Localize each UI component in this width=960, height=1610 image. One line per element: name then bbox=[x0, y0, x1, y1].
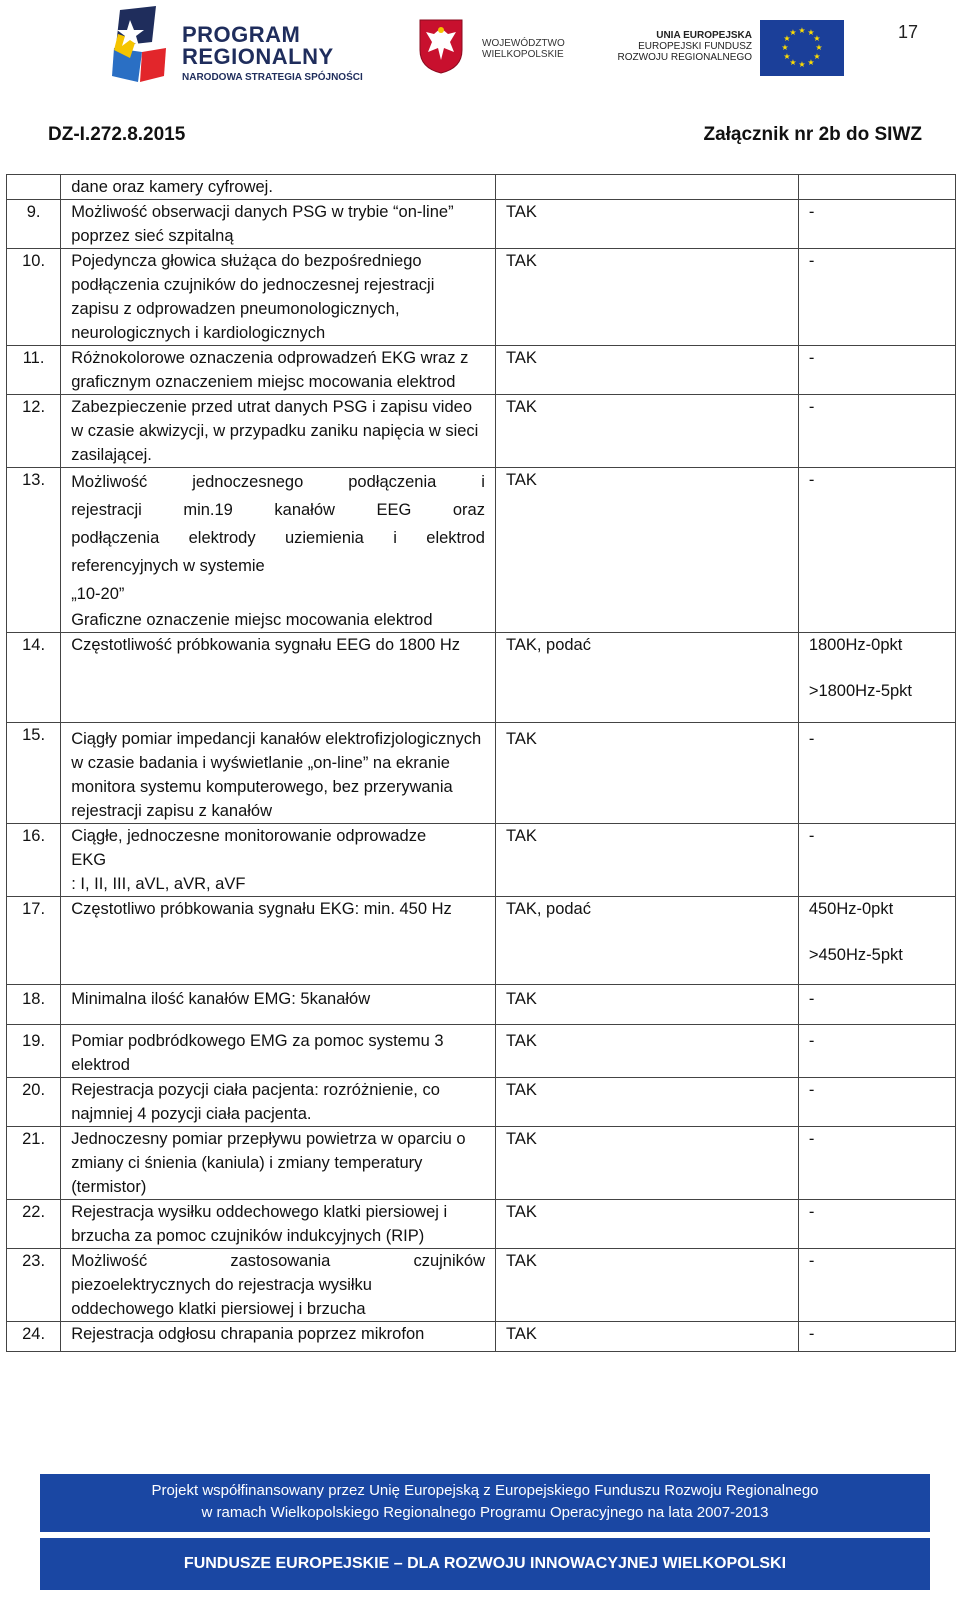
svg-text:★: ★ bbox=[813, 52, 821, 61]
table-row bbox=[7, 633, 956, 723]
svg-text:★: ★ bbox=[807, 58, 815, 67]
table-row bbox=[7, 175, 956, 200]
table-row bbox=[7, 468, 956, 633]
row-points bbox=[798, 633, 955, 723]
desc-line: referencyjnych w systemie bbox=[71, 557, 265, 575]
table-row bbox=[7, 200, 956, 249]
row-answer: TAK bbox=[495, 824, 798, 897]
row-number: 22. bbox=[7, 1200, 61, 1249]
desc-line: piezoelektrycznych do rejestracja wysiłku bbox=[71, 1276, 372, 1294]
svg-text:★: ★ bbox=[781, 43, 789, 52]
row-answer: TAK bbox=[495, 1078, 798, 1127]
desc-line: rejestracji min.19 kanałów EEG oraz bbox=[71, 501, 485, 519]
row-description: Pomiar podbródkowego EMG za pomoc systemu 3 elektrod bbox=[61, 1025, 496, 1078]
footer-banner: FUNDUSZE EUROPEJSKIE – DLA ROZWOJU INNOWACYJNEJ WIELKOPOLSKI bbox=[40, 1538, 930, 1590]
attachment-label: Załącznik nr 2b do SIWZ bbox=[703, 124, 922, 145]
row-description: Minimalna ilość kanałów EMG: 5kanałów bbox=[61, 985, 496, 1025]
row-number: 17. bbox=[7, 897, 61, 985]
row-answer: TAK bbox=[495, 1249, 798, 1322]
table-row bbox=[7, 1078, 956, 1127]
row-answer: TAK bbox=[495, 1025, 798, 1078]
row-points: - bbox=[798, 824, 955, 897]
row-answer: TAK bbox=[495, 1127, 798, 1200]
row-number bbox=[7, 175, 61, 200]
points-line: >450Hz-5pkt bbox=[808, 946, 903, 964]
table-row bbox=[7, 897, 956, 985]
row-answer: TAK bbox=[495, 200, 798, 249]
region-logo-line2: WIELKOPOLSKIE bbox=[482, 49, 564, 60]
row-answer: TAK, podać bbox=[495, 633, 798, 723]
desc-line: Graficzne oznaczenie miejsc mocowania elektrod bbox=[71, 611, 433, 629]
desc-line: oddechowego klatki piersiowej i brzucha bbox=[71, 1300, 366, 1318]
row-description: Ciągły pomiar impedancji kanałów elektrofizjologicznych w czasie badania i wyświetlanie „on-line” na ekranie monitora systemu komputerowego, bez przerywania rejestracji zapisu z kanałów bbox=[61, 723, 496, 824]
row-description: Różnokolorowe oznaczenia odprowadzeń EKG wraz z graficznym oznaczeniem miejsc mocowania elektrod bbox=[61, 346, 496, 395]
points-line: >1800Hz-5pkt bbox=[808, 682, 913, 700]
eu-logo-line1: UNIA EUROPEJSKA bbox=[656, 30, 752, 41]
row-answer: TAK bbox=[495, 723, 798, 824]
row-points: - bbox=[798, 249, 955, 346]
svg-text:★: ★ bbox=[783, 52, 791, 61]
specification-table bbox=[6, 174, 956, 1352]
row-answer: TAK bbox=[495, 1200, 798, 1249]
desc-line: podłączenia elektrody uziemienia i elektrod bbox=[71, 529, 485, 547]
desc-line: : I, II, III, aVL, aVR, aVF bbox=[71, 875, 246, 893]
row-description: Częstotliwo próbkowania sygnału EKG: min. 450 Hz bbox=[61, 897, 496, 985]
footer-line2: w ramach Wielkopolskiego Regionalnego Programu Operacyjnego na lata 2007-2013 bbox=[201, 1504, 769, 1521]
row-answer: TAK bbox=[495, 249, 798, 346]
table-row bbox=[7, 249, 956, 346]
page-number: 17 bbox=[898, 22, 919, 42]
region-logo-line1: WOJEWÓDZTWO bbox=[482, 38, 565, 49]
table-row bbox=[7, 346, 956, 395]
row-number: 24. bbox=[7, 1322, 61, 1352]
points-line: 450Hz-0pkt bbox=[808, 900, 894, 918]
row-answer: TAK bbox=[495, 346, 798, 395]
svg-text:★: ★ bbox=[789, 58, 797, 67]
row-points: - bbox=[798, 200, 955, 249]
row-points: - bbox=[798, 723, 955, 824]
row-number: 10. bbox=[7, 249, 61, 346]
row-number: 15. bbox=[7, 723, 61, 824]
row-number: 21. bbox=[7, 1127, 61, 1200]
footer-cofinancing-note bbox=[40, 1474, 930, 1532]
row-number: 12. bbox=[7, 395, 61, 468]
desc-line: EKG bbox=[71, 851, 107, 869]
svg-text:★: ★ bbox=[813, 34, 821, 43]
row-description: Rejestracja pozycji ciała pacjenta: rozróżnienie, co najmniej 4 pozycji ciała pacjenta. bbox=[61, 1078, 496, 1127]
row-answer bbox=[495, 175, 798, 200]
row-answer: TAK bbox=[495, 395, 798, 468]
row-points: - bbox=[798, 1025, 955, 1078]
program-logo-line1: PROGRAM bbox=[182, 22, 301, 47]
table-row bbox=[7, 985, 956, 1025]
document-reference: DZ-I.272.8.2015 bbox=[48, 124, 186, 145]
row-answer: TAK bbox=[495, 985, 798, 1025]
row-answer: TAK bbox=[495, 468, 798, 633]
table-row bbox=[7, 1200, 956, 1249]
region-logo-text bbox=[482, 38, 565, 60]
svg-text:★: ★ bbox=[783, 34, 791, 43]
desc-line: „10-20” bbox=[71, 585, 125, 603]
table-row bbox=[7, 723, 956, 824]
desc-line: Możliwość zastosowania czujników bbox=[71, 1252, 485, 1270]
row-points bbox=[798, 897, 955, 985]
row-points: - bbox=[798, 1322, 955, 1352]
row-points: - bbox=[798, 1078, 955, 1127]
row-points: - bbox=[798, 985, 955, 1025]
table-row bbox=[7, 1025, 956, 1078]
footer-line1: Projekt współfinansowany przez Unię Europejską z Europejskiego Funduszu Rozwoju Regionalnego bbox=[151, 1482, 819, 1499]
row-number: 20. bbox=[7, 1078, 61, 1127]
svg-text:★: ★ bbox=[807, 28, 815, 37]
desc-line: Ciągłe, jednoczesne monitorowanie odprowadze bbox=[71, 827, 427, 845]
row-number: 9. bbox=[7, 200, 61, 249]
row-description: Pojedyncza głowica służąca do bezpośredniego podłączenia czujników do jednoczesnej rejestracji zapisu z odprowadzen pneumonologicznych, neurologicznych i kardiologicznych bbox=[61, 249, 496, 346]
row-description: Rejestracja odgłosu chrapania poprzez mikrofon bbox=[61, 1322, 496, 1352]
row-answer: TAK bbox=[495, 1322, 798, 1352]
row-answer: TAK, podać bbox=[495, 897, 798, 985]
desc-line: Możliwość jednoczesnego podłączenia i bbox=[71, 473, 485, 491]
row-number: 23. bbox=[7, 1249, 61, 1322]
row-points: - bbox=[798, 395, 955, 468]
program-logo-line3: NARODOWA STRATEGIA SPÓJNOŚCI bbox=[182, 72, 363, 83]
row-number: 11. bbox=[7, 346, 61, 395]
table-row bbox=[7, 1322, 956, 1352]
row-points bbox=[798, 175, 955, 200]
table-row bbox=[7, 824, 956, 897]
row-description: Rejestracja wysiłku oddechowego klatki piersiowej i brzucha za pomoc czujników indukcyjnych (RIP) bbox=[61, 1200, 496, 1249]
eu-logo-text bbox=[600, 30, 752, 63]
svg-text:★: ★ bbox=[798, 60, 806, 69]
row-description bbox=[61, 468, 496, 633]
svg-text:★: ★ bbox=[798, 26, 806, 35]
row-number: 13. bbox=[7, 468, 61, 633]
row-points: - bbox=[798, 1127, 955, 1200]
row-points: - bbox=[798, 346, 955, 395]
row-description: Jednoczesny pomiar przepływu powietrza w oparciu o zmiany ci śnienia (kaniula) i zmiany temperatury (termistor) bbox=[61, 1127, 496, 1200]
points-line: 1800Hz-0pkt bbox=[808, 636, 903, 654]
svg-text:★: ★ bbox=[789, 28, 797, 37]
row-description bbox=[61, 824, 496, 897]
row-points: - bbox=[798, 1249, 955, 1322]
table-row bbox=[7, 1127, 956, 1200]
wielkopolska-coat-of-arms-icon bbox=[418, 18, 464, 74]
program-logo-line2: REGIONALNY bbox=[182, 44, 334, 69]
row-description bbox=[61, 1249, 496, 1322]
eu-flag-icon bbox=[760, 20, 844, 76]
row-number: 16. bbox=[7, 824, 61, 897]
row-description: Możliwość obserwacji danych PSG w trybie “on-line” poprzez sieć szpitalną bbox=[61, 200, 496, 249]
eu-logo-line2: EUROPEJSKI FUNDUSZ bbox=[638, 41, 752, 52]
row-points: - bbox=[798, 1200, 955, 1249]
table-row bbox=[7, 395, 956, 468]
table-row bbox=[7, 1249, 956, 1322]
eu-logo-line3: ROZWOJU REGIONALNEGO bbox=[617, 52, 752, 63]
svg-text:★: ★ bbox=[815, 43, 823, 52]
row-points: - bbox=[798, 468, 955, 633]
header-logos bbox=[0, 0, 960, 100]
row-number: 19. bbox=[7, 1025, 61, 1078]
row-description: Zabezpieczenie przed utrat danych PSG i zapisu video w czasie akwizycji, w przypadku zaniku napięcia w sieci zasilającej. bbox=[61, 395, 496, 468]
row-description: Częstotliwość próbkowania sygnału EEG do 1800 Hz bbox=[61, 633, 496, 723]
row-number: 14. bbox=[7, 633, 61, 723]
row-description: dane oraz kamery cyfrowej. bbox=[61, 175, 496, 200]
row-number: 18. bbox=[7, 985, 61, 1025]
